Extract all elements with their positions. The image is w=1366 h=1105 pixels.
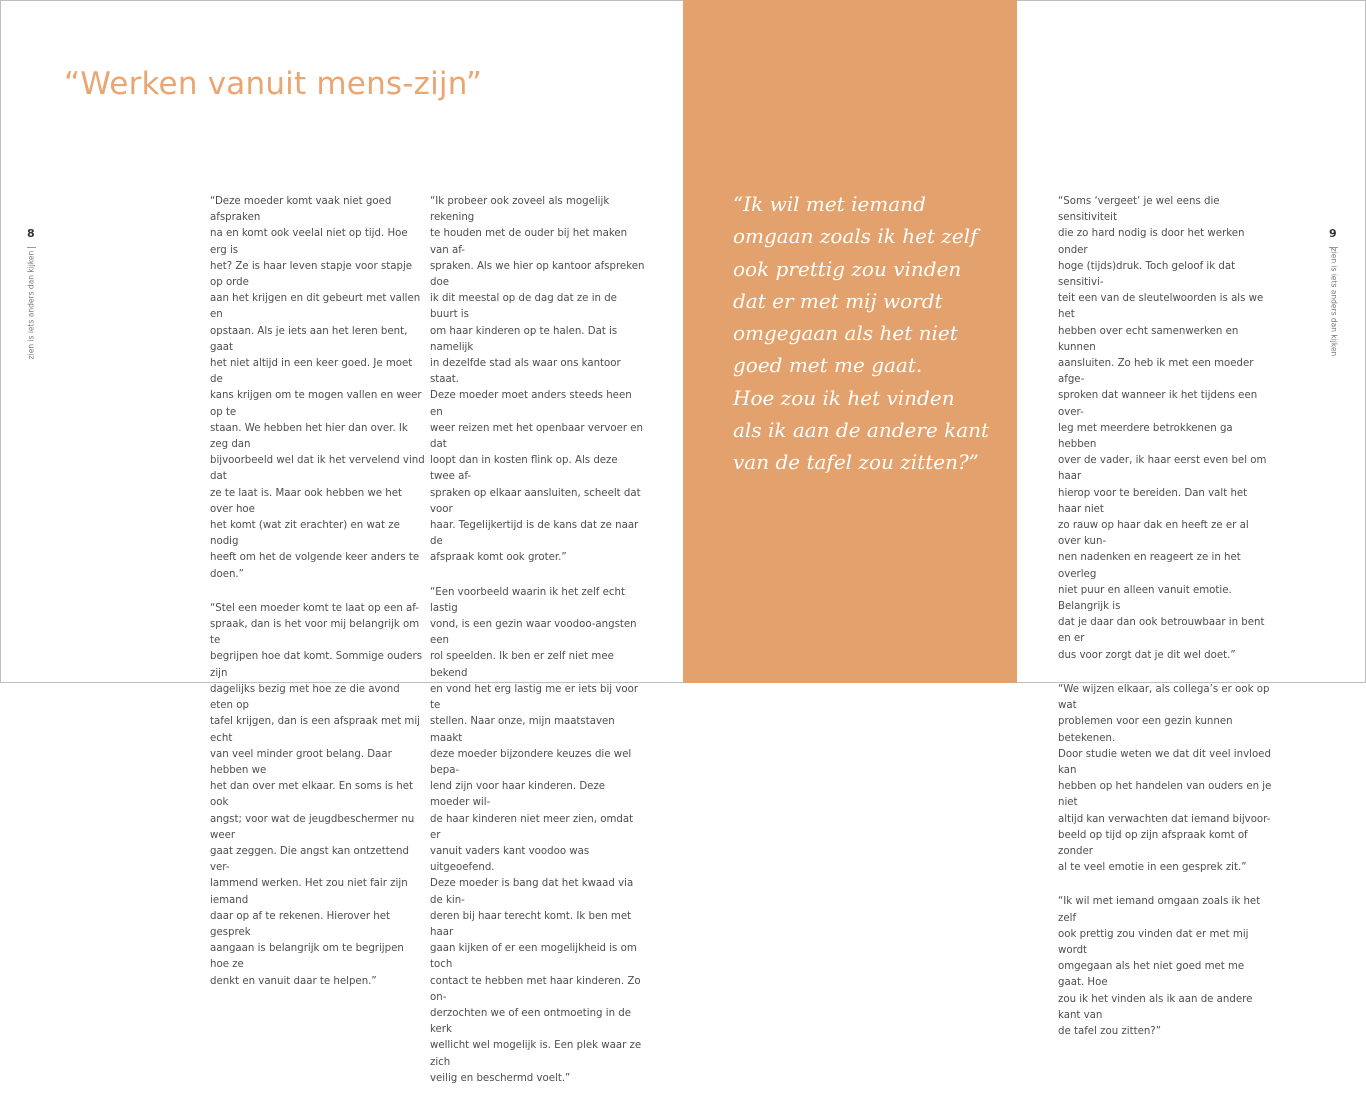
paragraph: “Ik probeer ook zoveel als mogelijk rekening te houden met de ouder bij het maken van af- spraken. Als we hier op kantoor afspreken doe ik dit meestal op de dag dat ze in de buurt is om haar kinderen op te halen. Dat is namelijk in dezelfde stad als waar ons kantoor staat. Deze moeder moet anders steeds heen en weer reizen met het openbaar vervoer en dat loopt dan in kosten flink op. Als deze twee af- spraken op elkaar aansluiten, scheelt dat voor haar. Tegelijkertijd is de kans dat ze naar de afspraak komt ook groter.” [430, 196, 645, 564]
page-title: “Werken vanuit mens-zijn” [64, 66, 483, 102]
paragraph: “Soms ‘vergeet’ je wel eens die sensitiviteit die zo hard nodig is door het werken onder hoge (tijds)druk. Toch geloof ik dat sensitivi- teit een van de sleutelwoorden is als we het hebben over echt samenwerken en kunnen aansluiten. Zo heb ik met een moeder afge- sproken dat wanneer ik het tijdens een over- leg met meerdere betrokkenen ga hebben over de vader, ik haar eerst even bel om haar hierop voor te bereiden. Dan valt het haar niet zo rauw op haar dak en heeft ze er al over kun- nen nadenken en reageert ze in het overleg niet puur en alleen vanuit emotie. Belangrijk is dat je daar dan ook betrouwbaar in bent en er dus voor zorgt dat je dit wel doet.” [1058, 196, 1267, 661]
text-column-3 [1058, 194, 1273, 1058]
pull-quote: “Ik wil met iemand omgaan zoals ik het zelf ook prettig zou vinden dat er met mij wordt omgegaan als het niet goed met me gaat. Hoe zou ik het vinden als ik aan de andere kant van de tafel zou zitten?” [733, 192, 990, 475]
running-title-right: zien is iets anders dan kijken [1329, 247, 1339, 357]
paragraph: “We wijzen elkaar, als collega’s er ook op wat problemen voor een gezin kunnen betekenen. Door studie weten we dat dit veel invloed kan hebben op het handelen van ouders en je niet altijd kan verwachten dat iemand bijvoor- beeld op tijd op zijn afspraak komt of zonder al te veel emotie in een gesprek zit.” [1058, 683, 1272, 874]
text-column-1 [210, 194, 425, 1008]
text-column-2 [430, 194, 645, 1105]
page-number-left: 8 [27, 227, 35, 240]
paragraph: “Stel een moeder komt te laat op een af- spraak, dan is het voor mij belangrijk om te begrijpen hoe dat komt. Sommige ouders zijn dagelijks bezig met hoe ze die avond eten op tafel krijgen, dan is een afspraak met mij echt van veel minder groot belang. Daar hebben we het dan over met elkaar. En soms is het ook angst; voor wat de jeugdbeschermer nu weer gaat zeggen. Die angst kan ontzettend ver- lammend werken. Het zou niet fair zijn iemand daar op af te rekenen. Hierover het gesprek aangaan is belangrijk om te begrijpen hoe ze denkt en vanuit daar te helpen.” [210, 602, 423, 987]
page-number-divider [27, 247, 36, 248]
paragraph: “Een voorbeeld waarin ik het zelf echt lastig vond, is een gezin waar voodoo-angsten een rol speelden. Ik ben er zelf niet mee bekend en vond het erg lastig me er iets bij voor te stellen. Naar onze, mijn maatstaven maakt deze moeder bijzondere keuzes die wel bepa- lend zijn voor haar kinderen. Deze moeder wil- de haar kinderen niet meer zien, omdat er vanuit vaders kant voodoo was uitgeoefend. Deze moeder is bang dat het kwaad via de kin- deren bij haar terecht komt. Ik ben met haar gaan kijken of er een mogelijkheid is om toch contact te hebben met haar kinderen. Zo on- derzochten we of een ontmoeting in de kerk wellicht wel mogelijk is. Een plek waar ze zich veilig en beschermd voelt.” [430, 586, 642, 1084]
page-number-right: 9 [1329, 227, 1337, 240]
paragraph: “Deze moeder komt vaak niet goed afspraken na en komt ook veelal niet op tijd. Hoe erg is het? Ze is haar leven stapje voor stapje op orde aan het krijgen en dit gebeurt met vallen en opstaan. Als je iets aan het leren bent, gaat het niet altijd in een keer goed. Je moet de kans krijgen om te mogen vallen en weer op te staan. We hebben het hier dan over. Ik zeg dan bijvoorbeeld wel dat ik het vervelend vind dat ze te laat is. Maar ook hebben we het over hoe het komt (wat zit erachter) en wat ze nodig heeft om het de volgende keer anders te doen.” [210, 196, 425, 580]
paragraph: “Ik wil met iemand omgaan zoals ik het zelf ook prettig zou vinden dat er met mij wordt omgegaan als het niet goed met me gaat. Hoe zou ik het vinden als ik aan de andere kant van de tafel zou zitten?” [1058, 896, 1261, 1037]
running-title-left: zien is iets anders dan kijken [26, 250, 36, 360]
